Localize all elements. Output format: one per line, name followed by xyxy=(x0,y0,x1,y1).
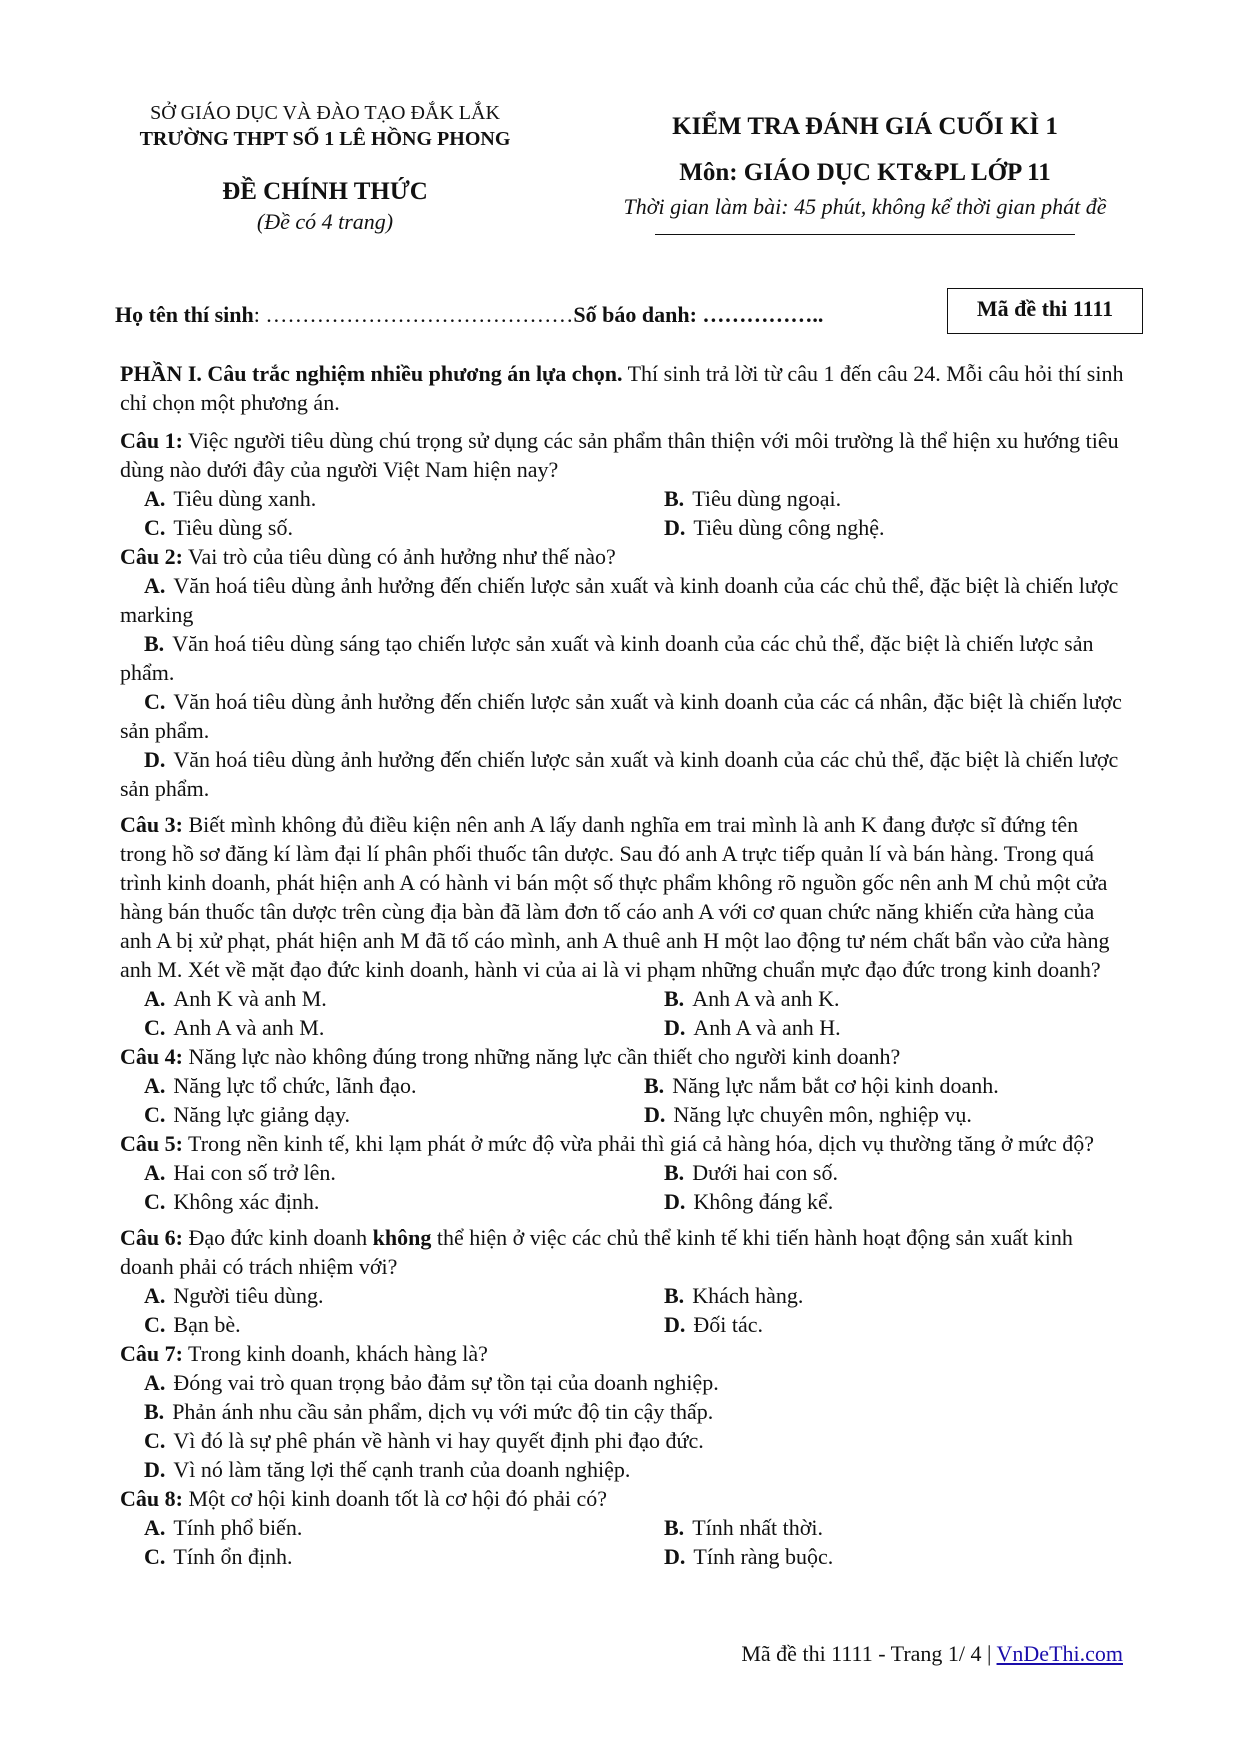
option-text: Văn hoá tiêu dùng sáng tạo chiến lược sản xuất và kinh doanh của các chủ thể, đặc biệt là chiến lược sản phẩm. xyxy=(120,631,1094,685)
option-letter: A. xyxy=(144,1160,166,1185)
option-letter: A. xyxy=(144,1283,166,1308)
option-text: Dưới hai con số. xyxy=(692,1160,838,1185)
option-text: Khách hàng. xyxy=(692,1283,804,1308)
option-c xyxy=(144,1100,644,1129)
question-text: Việc người tiêu dùng chú trọng sử dụng các sản phẩm thân thiện với môi trường là thể hiện xu hướng tiêu dùng nào dưới đây của người Việt Nam hiện nay? xyxy=(120,428,1119,482)
option-letter: B. xyxy=(144,1399,165,1424)
option-letter: A. xyxy=(144,486,166,511)
header-divider xyxy=(655,234,1075,235)
school-name: TRƯỜNG THPT SỐ 1 LÊ HỒNG PHONG xyxy=(139,128,511,150)
option-d xyxy=(120,1455,1128,1484)
option-c xyxy=(120,687,1128,745)
question-text: Một cơ hội kinh doanh tốt là cơ hội đó phải có? xyxy=(182,1486,608,1511)
header-right xyxy=(560,110,1170,235)
exam-code-box: Mã đề thi 1111 xyxy=(947,288,1143,334)
option-text: Năng lực nắm bắt cơ hội kinh doanh. xyxy=(672,1073,999,1098)
option-letter: B. xyxy=(664,1160,685,1185)
option-text: Tiêu dùng công nghệ. xyxy=(693,515,885,540)
question-text-post: thể hiện ở việc các chủ thể kinh tế khi tiến hành hoạt động sản xuất kinh doanh phải có trách nhiệm với? xyxy=(120,1225,1073,1279)
question-4-options xyxy=(120,1071,1128,1129)
question-label: Câu 7: xyxy=(120,1341,183,1366)
option-text: Văn hoá tiêu dùng ảnh hưởng đến chiến lược sản xuất và kinh doanh của các chủ thể, đặc biệt là chiến lược sản phẩm. xyxy=(120,747,1119,801)
option-letter: C. xyxy=(144,1102,166,1127)
option-letter: D. xyxy=(144,1457,166,1482)
option-d xyxy=(664,513,1152,542)
option-letter: B. xyxy=(664,986,685,1011)
option-a xyxy=(144,484,664,513)
question-3 xyxy=(120,810,1128,984)
option-letter: C. xyxy=(144,1015,166,1040)
question-text-pre: Đạo đức kinh doanh xyxy=(182,1225,373,1250)
option-b xyxy=(664,1513,1152,1542)
option-text: Vì nó làm tăng lợi thế cạnh tranh của doanh nghiệp. xyxy=(173,1457,631,1482)
exam-body xyxy=(120,359,1128,1571)
student-info-line xyxy=(115,302,823,328)
option-letter: D. xyxy=(664,515,686,540)
option-text: Anh K và anh M. xyxy=(173,986,327,1011)
option-text: Năng lực chuyên môn, nghiệp vụ. xyxy=(673,1102,972,1127)
option-letter: A. xyxy=(144,573,166,598)
question-8 xyxy=(120,1484,1128,1513)
question-label: Câu 4: xyxy=(120,1044,183,1069)
part1-instructions xyxy=(120,359,1128,417)
question-label: Câu 1: xyxy=(120,428,183,453)
option-text: Anh A và anh H. xyxy=(693,1015,841,1040)
option-letter: A. xyxy=(144,1515,166,1540)
question-1-options xyxy=(120,484,1128,542)
question-6 xyxy=(120,1223,1128,1281)
option-c xyxy=(144,1310,664,1339)
option-text: Tiêu dùng ngoại. xyxy=(692,486,842,511)
option-letter: D. xyxy=(664,1015,686,1040)
question-7 xyxy=(120,1339,1128,1368)
option-text: Anh A và anh M. xyxy=(173,1015,325,1040)
question-1 xyxy=(120,426,1128,484)
header-left xyxy=(80,100,570,236)
option-text: Tính ràng buộc. xyxy=(693,1544,834,1569)
question-label: Câu 2: xyxy=(120,544,183,569)
question-6-options xyxy=(120,1281,1128,1339)
option-text: Không đáng kể. xyxy=(693,1189,834,1214)
student-name-blank: : …………………………………… xyxy=(253,302,574,327)
page-footer xyxy=(741,1641,1123,1667)
option-letter: D. xyxy=(664,1312,686,1337)
option-d xyxy=(644,1100,1152,1129)
option-b xyxy=(120,629,1128,687)
option-letter: D. xyxy=(644,1102,666,1127)
option-b xyxy=(664,484,1152,513)
option-text: Tính nhất thời. xyxy=(692,1515,823,1540)
option-text: Tiêu dùng xanh. xyxy=(173,486,317,511)
exam-title: KIỂM TRA ĐÁNH GIÁ CUỐI KÌ 1 xyxy=(672,113,1058,140)
question-5-options xyxy=(120,1158,1128,1216)
option-letter: B. xyxy=(644,1073,665,1098)
question-text: Vai trò của tiêu dùng có ảnh hưởng như thế nào? xyxy=(182,544,616,569)
question-text: Biết mình không đủ điều kiện nên anh A lấy danh nghĩa em trai mình là anh K đang được sĩ đứng tên trong hồ sơ đăng kí làm đại lí phân phối thuốc tân dược. Sau đó anh A trực tiếp quản lí và bán hàng. Trong quá trình kinh doanh, phát hiện anh A có hành vi bán một số thực phẩm không rõ nguồn gốc nên anh M chủ một cửa hàng bán thuốc tân dược trên cùng địa bàn đã làm đơn tố cáo anh A với cơ quan chức năng khiến cửa hàng của anh A bị xử phạt, phát hiện anh M đã tố cáo mình, anh A thuê anh H một lao động tư ném chất bẩn vào cửa hàng anh M. Xét về mặt đạo đức kinh doanh, hành vi của ai là vi phạm những chuẩn mực đạo đức trong kinh doanh? xyxy=(120,812,1110,982)
option-a xyxy=(144,1281,664,1310)
option-a xyxy=(144,1071,644,1100)
option-b xyxy=(664,984,1152,1013)
option-b xyxy=(644,1071,1152,1100)
option-d xyxy=(664,1187,1152,1216)
student-name-label: Họ tên thí sinh xyxy=(115,302,254,327)
option-d xyxy=(664,1310,1152,1339)
option-letter: D. xyxy=(144,747,166,772)
option-letter: A. xyxy=(144,986,166,1011)
sbd-blank: …………….. xyxy=(702,302,824,327)
question-label: Câu 5: xyxy=(120,1131,183,1156)
official-label: ĐỀ CHÍNH THỨC xyxy=(222,178,428,205)
option-d xyxy=(664,1013,1152,1042)
question-text: Trong nền kinh tế, khi lạm phát ở mức độ vừa phải thì giá cả hàng hóa, dịch vụ thường tăng ở mức độ? xyxy=(182,1131,1095,1156)
department-name: SỞ GIÁO DỤC VÀ ĐÀO TẠO ĐẮK LẮK xyxy=(150,102,500,124)
option-text: Anh A và anh K. xyxy=(692,986,840,1011)
question-text: Trong kinh doanh, khách hàng là? xyxy=(182,1341,488,1366)
option-d xyxy=(120,745,1128,803)
option-text: Đóng vai trò quan trọng bảo đảm sự tồn tại của doanh nghiệp. xyxy=(173,1370,719,1395)
option-text: Người tiêu dùng. xyxy=(173,1283,324,1308)
question-4 xyxy=(120,1042,1128,1071)
option-letter: B. xyxy=(664,486,685,511)
option-text: Không xác định. xyxy=(173,1189,320,1214)
option-text: Phản ánh nhu cầu sản phẩm, dịch vụ với mức độ tin cậy thấp. xyxy=(172,1399,714,1424)
option-letter: B. xyxy=(664,1515,685,1540)
option-text: Vì đó là sự phê phán về hành vi hay quyết định phi đạo đức. xyxy=(173,1428,704,1453)
pages-note: (Đề có 4 trang) xyxy=(256,209,394,234)
option-d xyxy=(664,1542,1152,1571)
option-b xyxy=(664,1158,1152,1187)
option-a xyxy=(144,984,664,1013)
option-letter: B. xyxy=(144,631,165,656)
option-letter: C. xyxy=(144,515,166,540)
option-letter: B. xyxy=(664,1283,685,1308)
option-a xyxy=(144,1158,664,1187)
option-c xyxy=(120,1426,1128,1455)
option-text: Văn hoá tiêu dùng ảnh hưởng đến chiến lược sản xuất và kinh doanh của các cá nhân, đặc biệt là chiến lược sản phẩm. xyxy=(120,689,1122,743)
time-note: Thời gian làm bài: 45 phút, không kể thời gian phát đề xyxy=(623,194,1107,219)
option-text: Năng lực tổ chức, lãnh đạo. xyxy=(173,1073,417,1098)
option-letter: A. xyxy=(144,1370,166,1395)
option-c xyxy=(144,1013,664,1042)
option-text: Đối tác. xyxy=(693,1312,764,1337)
part1-title: PHẦN I. Câu trắc nghiệm nhiều phương án lựa chọn. xyxy=(120,361,623,386)
option-a xyxy=(120,571,1128,629)
option-text: Tiêu dùng số. xyxy=(173,515,293,540)
option-c xyxy=(144,1542,664,1571)
question-5 xyxy=(120,1129,1128,1158)
question-2 xyxy=(120,542,1128,571)
option-text: Tính phổ biến. xyxy=(173,1515,303,1540)
footer-site-link[interactable]: VnDeThi.com xyxy=(996,1641,1123,1666)
option-text: Bạn bè. xyxy=(173,1312,241,1337)
footer-text: Mã đề thi 1111 - Trang 1/ 4 | xyxy=(741,1641,997,1666)
question-label: Câu 6: xyxy=(120,1225,183,1250)
option-a xyxy=(144,1513,664,1542)
subject-title: Môn: GIÁO DỤC KT&PL LỚP 11 xyxy=(679,159,1051,186)
option-text: Văn hoá tiêu dùng ảnh hưởng đến chiến lược sản xuất và kinh doanh của các chủ thể, đặc biệt là chiến lược marking xyxy=(120,573,1119,627)
question-text: Năng lực nào không đúng trong những năng lực cần thiết cho người kinh doanh? xyxy=(182,1044,901,1069)
option-text: Hai con số trở lên. xyxy=(173,1160,336,1185)
option-c xyxy=(144,513,664,542)
question-3-options xyxy=(120,984,1128,1042)
question-label: Câu 8: xyxy=(120,1486,183,1511)
option-b xyxy=(664,1281,1152,1310)
sbd-label: Số báo danh: xyxy=(573,302,703,327)
option-letter: C. xyxy=(144,1312,166,1337)
option-letter: A. xyxy=(144,1073,166,1098)
option-b xyxy=(120,1397,1128,1426)
option-letter: C. xyxy=(144,1428,166,1453)
option-letter: C. xyxy=(144,1544,166,1569)
option-letter: D. xyxy=(664,1189,686,1214)
option-text: Tính ổn định. xyxy=(173,1544,293,1569)
option-letter: C. xyxy=(144,689,166,714)
question-label: Câu 3: xyxy=(120,812,183,837)
option-letter: C. xyxy=(144,1189,166,1214)
part1-instruction-text: Thí sinh trả lời từ câu 1 đến câu 24. Mỗi câu hỏi thí sinh chỉ chọn một phương án. xyxy=(120,361,1124,415)
option-c xyxy=(144,1187,664,1216)
option-letter: D. xyxy=(664,1544,686,1569)
question-8-options xyxy=(120,1513,1128,1571)
question-negation: không xyxy=(372,1225,432,1250)
option-a xyxy=(120,1368,1128,1397)
option-text: Năng lực giảng dạy. xyxy=(173,1102,351,1127)
